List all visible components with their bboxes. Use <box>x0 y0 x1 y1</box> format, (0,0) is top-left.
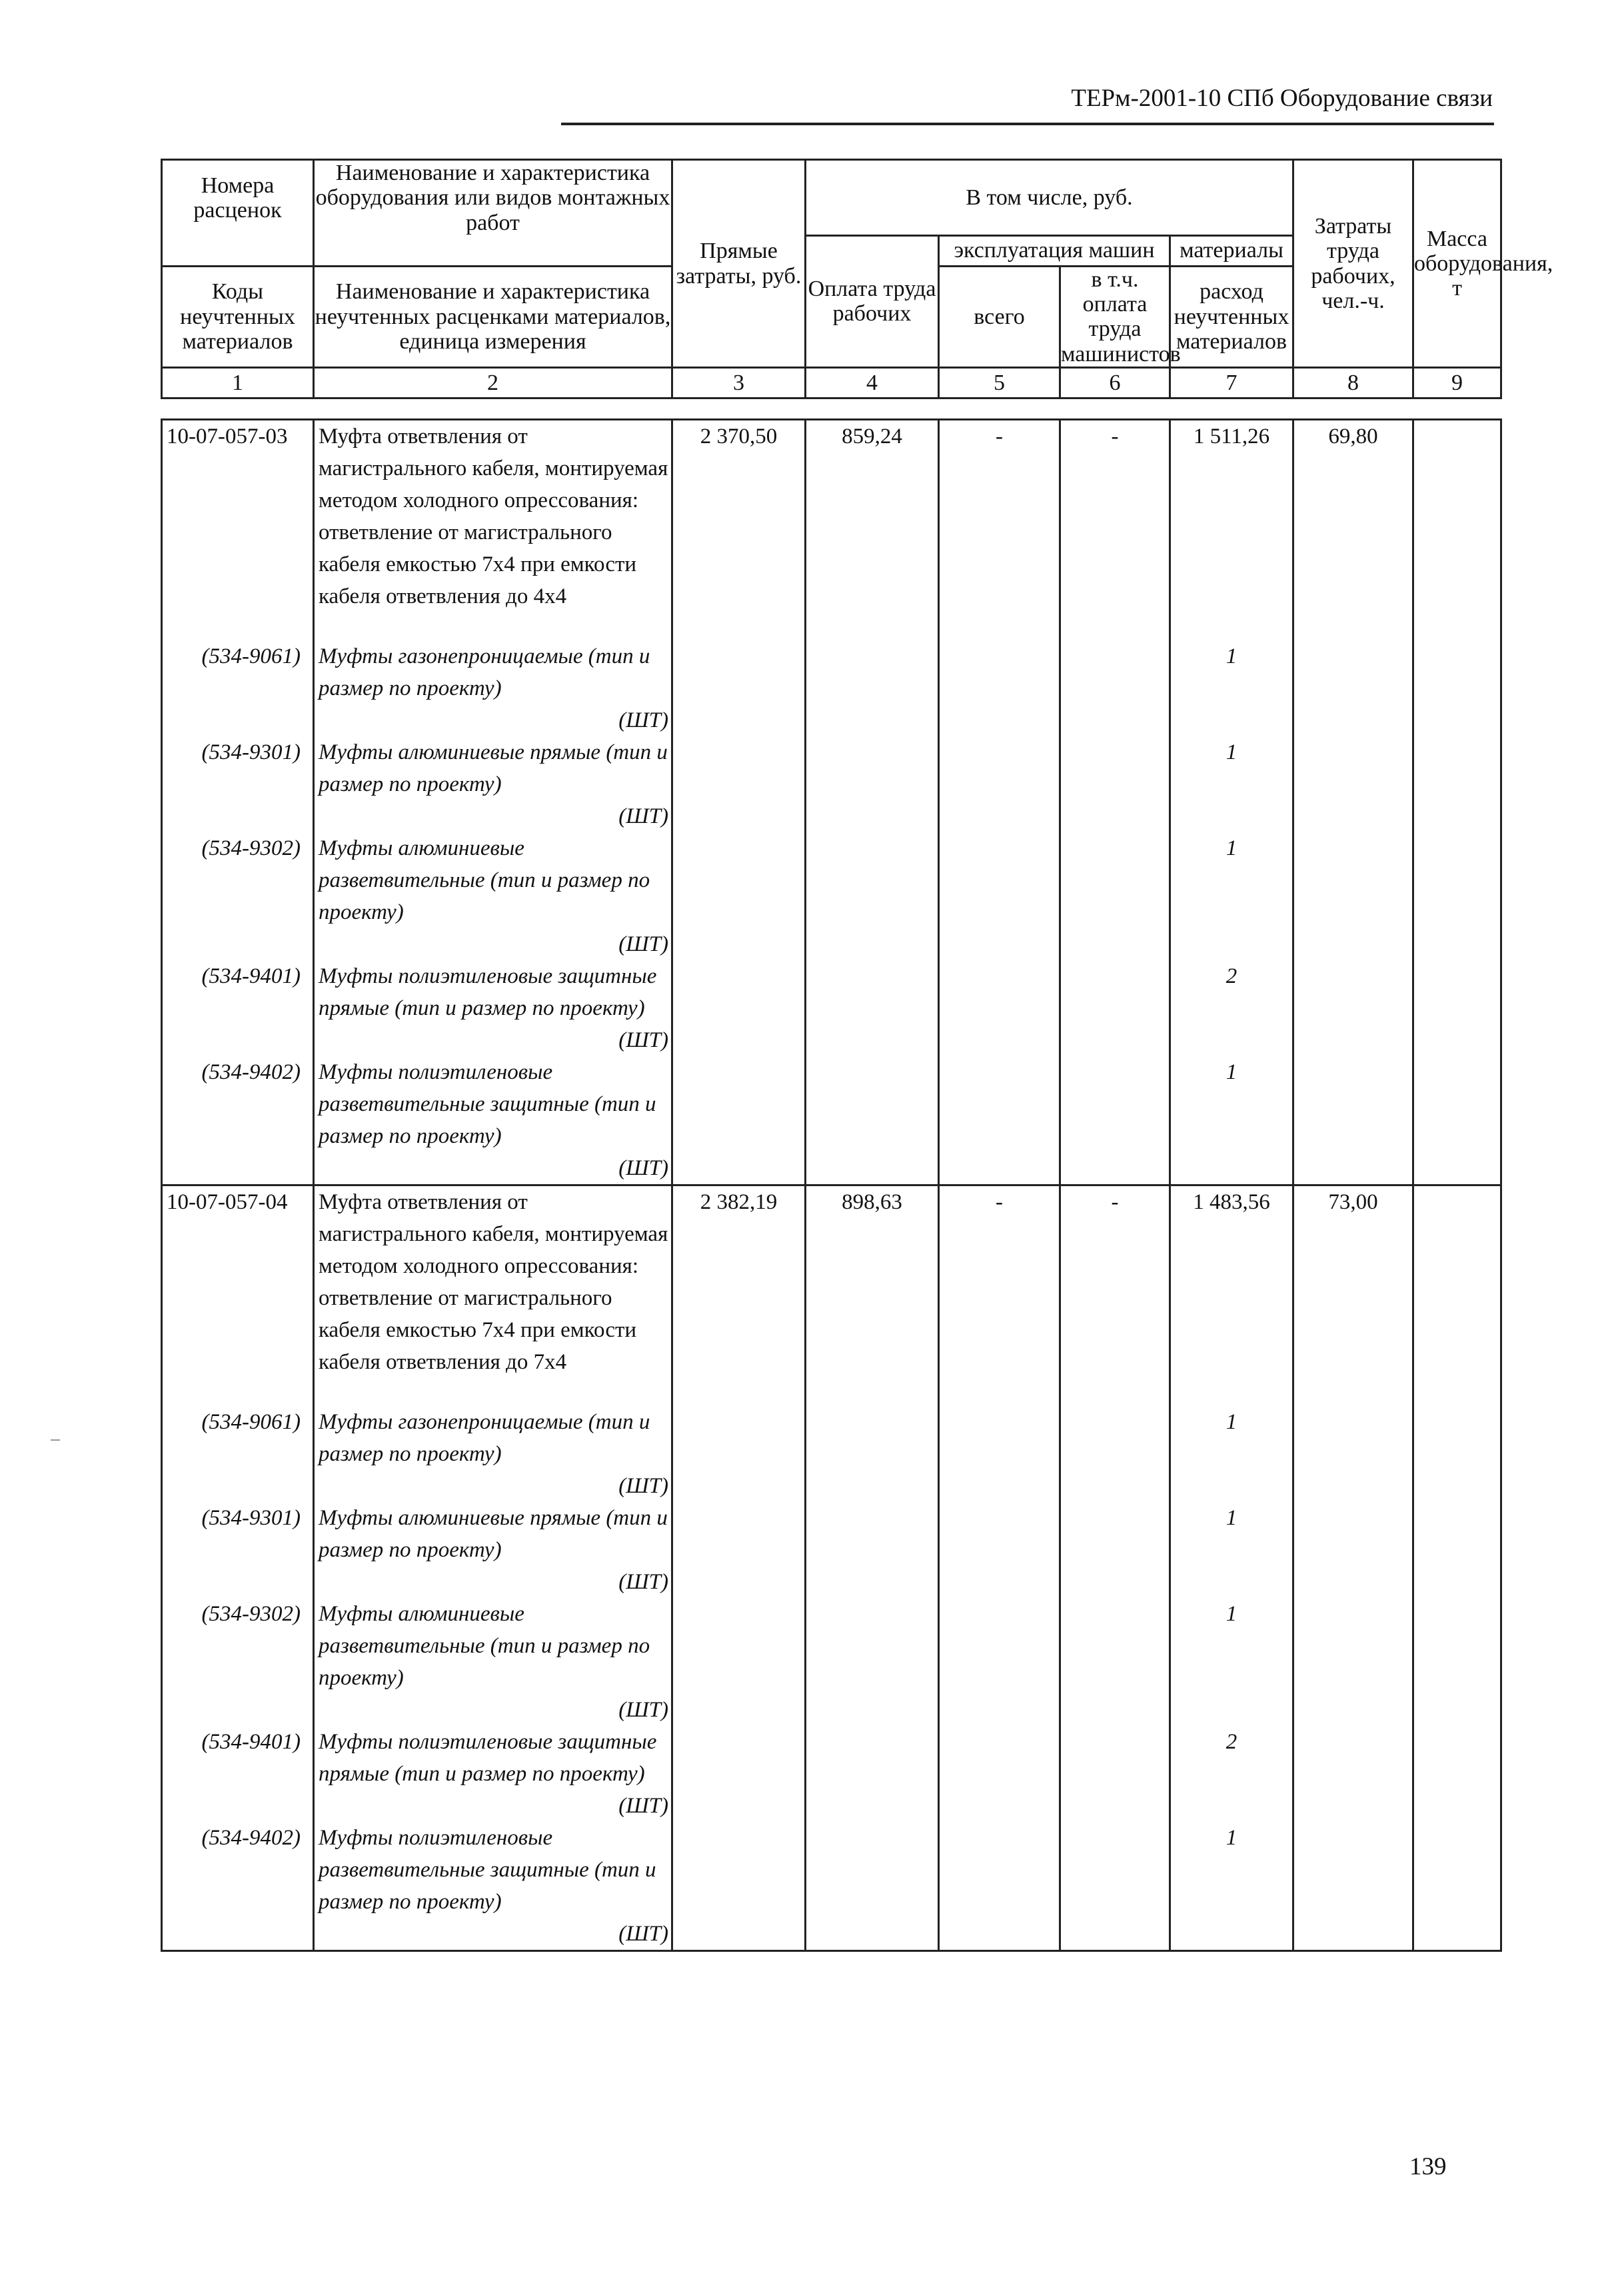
material-row <box>162 736 1501 832</box>
material-name: Муфты газонепроницаемые (тип и размер по проекту) <box>319 644 650 700</box>
material-name-cell <box>314 1598 672 1726</box>
header-number-1: 1 <box>162 368 314 398</box>
unrecorded-materials-cost: 1 511,26 <box>1170 420 1293 641</box>
material-quantity: 1 <box>1170 640 1293 736</box>
empty-cell <box>1293 1056 1413 1185</box>
empty-cell <box>672 640 806 736</box>
rate-row <box>162 420 1501 641</box>
material-row <box>162 832 1501 960</box>
empty-cell <box>1413 1822 1501 1951</box>
material-name: Муфты полиэтиленовые разветвительные защитные (тип и размер по проекту) <box>319 1060 656 1148</box>
header-number-6: 6 <box>1060 368 1170 398</box>
empty-cell <box>1413 736 1501 832</box>
material-row <box>162 1056 1501 1185</box>
header-number-7: 7 <box>1170 368 1293 398</box>
empty-cell <box>1293 960 1413 1056</box>
material-name-cell <box>314 1056 672 1185</box>
empty-cell <box>1293 1822 1413 1951</box>
material-row <box>162 1406 1501 1502</box>
header-rule <box>561 123 1494 125</box>
material-code: (534-9302) <box>162 1598 314 1726</box>
empty-cell <box>672 736 806 832</box>
empty-cell <box>672 960 806 1056</box>
empty-cell <box>1413 1406 1501 1502</box>
machinist-pay: - <box>1060 1185 1170 1407</box>
header-cell-material-names: Наименование и характеристика неучтенных расценками материалов, единица измерения <box>314 266 672 368</box>
empty-cell <box>806 1822 939 1951</box>
material-name: Муфты полиэтиленовые разветвительные защитные (тип и размер по проекту) <box>319 1826 656 1914</box>
material-code: (534-9061) <box>162 1406 314 1502</box>
material-name-cell <box>314 960 672 1056</box>
header-cell-unrecorded-materials: расход неучтенных материалов <box>1170 266 1293 368</box>
empty-cell <box>806 1056 939 1185</box>
empty-cell <box>1293 640 1413 736</box>
material-quantity: 2 <box>1170 960 1293 1056</box>
page-number: 139 <box>1409 2153 1447 2180</box>
material-row <box>162 960 1501 1056</box>
empty-cell <box>1293 736 1413 832</box>
material-name: Муфты алюминиевые прямые (тип и размер по проекту) <box>319 1506 668 1562</box>
equipment-mass <box>1413 1185 1501 1407</box>
material-name-cell <box>314 736 672 832</box>
material-row <box>162 1598 1501 1726</box>
header-cell-machinist-pay: в т.ч. оплата труда машинистов <box>1061 267 1181 367</box>
empty-cell <box>1060 1726 1170 1822</box>
empty-cell <box>1060 1056 1170 1185</box>
material-quantity: 1 <box>1170 1406 1293 1502</box>
material-name: Муфты полиэтиленовые защитные прямые (тип и размер по проекту) <box>319 1730 657 1786</box>
material-unit: (ШТ) <box>618 1156 668 1180</box>
running-header: ТЕРм-2001-10 СПб Оборудование связи <box>1071 85 1493 112</box>
rate-description: Муфта ответвления от магистрального кабеля, монтируемая методом холодного опрессования: ответвление от магистрального кабеля емкостью 7х4 при емкости кабеля ответвления до 7х4 <box>314 1185 672 1407</box>
empty-cell <box>806 1502 939 1598</box>
equipment-mass <box>1413 420 1501 641</box>
material-unit: (ШТ) <box>618 1028 668 1052</box>
material-quantity: 1 <box>1170 736 1293 832</box>
empty-cell <box>1413 832 1501 960</box>
material-name: Муфты алюминиевые разветвительные (тип и размер по проекту) <box>319 1602 650 1690</box>
empty-cell <box>939 832 1060 960</box>
material-unit: (ШТ) <box>618 1698 668 1722</box>
material-code: (534-9301) <box>162 736 314 832</box>
empty-cell <box>1293 832 1413 960</box>
empty-cell <box>1060 736 1170 832</box>
empty-cell <box>672 1726 806 1822</box>
empty-cell <box>1060 1406 1170 1502</box>
material-name: Муфты полиэтиленовые защитные прямые (тип и размер по проекту) <box>319 964 657 1020</box>
labor-hours: 73,00 <box>1293 1185 1413 1407</box>
material-code: (534-9301) <box>162 1502 314 1598</box>
labor-pay: 859,24 <box>806 420 939 641</box>
empty-cell <box>1060 832 1170 960</box>
header-number-2: 2 <box>314 368 672 398</box>
material-quantity: 2 <box>1170 1726 1293 1822</box>
empty-cell <box>1293 1726 1413 1822</box>
empty-cell <box>1413 640 1501 736</box>
header-cell-machines: эксплуатация машин <box>939 235 1170 266</box>
material-unit: (ШТ) <box>618 1474 668 1498</box>
material-row <box>162 1502 1501 1598</box>
material-code: (534-9302) <box>162 832 314 960</box>
empty-cell <box>939 1598 1060 1726</box>
header-cell-work-name: Наименование и характеристика оборудования или видов монтажных работ <box>314 160 672 236</box>
empty-cell <box>939 1406 1060 1502</box>
direct-costs: 2 370,50 <box>672 420 806 641</box>
empty-cell <box>939 736 1060 832</box>
material-quantity: 1 <box>1170 1822 1293 1951</box>
empty-cell <box>806 736 939 832</box>
empty-cell <box>806 1598 939 1726</box>
material-row <box>162 640 1501 736</box>
empty-cell <box>806 960 939 1056</box>
empty-cell <box>806 832 939 960</box>
material-unit: (ШТ) <box>618 708 668 732</box>
material-code: (534-9061) <box>162 640 314 736</box>
empty-cell <box>1293 1502 1413 1598</box>
material-quantity: 1 <box>1170 1502 1293 1598</box>
empty-cell <box>1293 1406 1413 1502</box>
rates-table <box>161 418 1502 1952</box>
scan-artifact <box>51 1439 60 1441</box>
material-quantity: 1 <box>1170 1056 1293 1185</box>
material-code: (534-9402) <box>162 1822 314 1951</box>
empty-cell <box>672 832 806 960</box>
header-cell-mass: Масса оборудования, т <box>1413 160 1501 368</box>
empty-cell <box>1060 1502 1170 1598</box>
header-cell-rate-numbers: Номера расценок <box>162 160 314 236</box>
empty-cell <box>806 1726 939 1822</box>
labor-pay: 898,63 <box>806 1185 939 1407</box>
material-name-cell <box>314 1502 672 1598</box>
material-name-cell <box>314 1406 672 1502</box>
header-cell-machines-total: всего <box>939 266 1060 368</box>
header-cell-direct-costs: Прямые затраты, руб. <box>672 160 806 368</box>
material-code: (534-9401) <box>162 1726 314 1822</box>
material-name-cell <box>314 1822 672 1951</box>
header-number-4: 4 <box>806 368 939 398</box>
labor-hours: 69,80 <box>1293 420 1413 641</box>
material-quantity: 1 <box>1170 832 1293 960</box>
empty-cell <box>1060 960 1170 1056</box>
header-number-8: 8 <box>1293 368 1413 398</box>
empty-cell <box>672 1822 806 1951</box>
machinist-pay: - <box>1060 420 1170 641</box>
column-header-detail <box>161 159 1553 399</box>
empty-cell <box>1413 1502 1501 1598</box>
header-number-3: 3 <box>672 368 806 398</box>
header-cell-labor-pay: Оплата труда рабочих <box>806 235 939 368</box>
header-number-9: 9 <box>1413 368 1501 398</box>
material-name-cell <box>314 1726 672 1822</box>
header-number-5: 5 <box>939 368 1060 398</box>
empty-cell <box>939 1822 1060 1951</box>
empty-cell <box>939 960 1060 1056</box>
empty-cell <box>939 1502 1060 1598</box>
empty-cell <box>1060 1598 1170 1726</box>
rate-row <box>162 1185 1501 1407</box>
empty-cell <box>672 1598 806 1726</box>
empty-cell <box>939 1726 1060 1822</box>
material-code: (534-9401) <box>162 960 314 1056</box>
empty-cell <box>1293 1598 1413 1726</box>
empty-cell <box>1413 1056 1501 1185</box>
header-cell-work-name-cont <box>314 235 672 266</box>
material-unit: (ШТ) <box>618 804 668 828</box>
empty-cell <box>806 640 939 736</box>
empty-cell <box>672 1056 806 1185</box>
empty-cell <box>1060 640 1170 736</box>
empty-cell <box>1413 960 1501 1056</box>
rate-description: Муфта ответвления от магистрального кабеля, монтируемая методом холодного опрессования: ответвление от магистрального кабеля емкостью 7х4 при емкости кабеля ответвления до 4х4 <box>314 420 672 641</box>
empty-cell <box>939 640 1060 736</box>
material-unit: (ШТ) <box>618 1794 668 1818</box>
material-unit: (ШТ) <box>618 1570 668 1594</box>
material-row <box>162 1726 1501 1822</box>
material-quantity: 1 <box>1170 1598 1293 1726</box>
material-row <box>162 1822 1501 1951</box>
header-cell-rate-numbers-cont <box>162 235 314 266</box>
empty-cell <box>672 1502 806 1598</box>
empty-cell <box>806 1406 939 1502</box>
material-unit: (ШТ) <box>618 932 668 956</box>
rate-code: 10-07-057-04 <box>162 1185 314 1407</box>
empty-cell <box>1413 1598 1501 1726</box>
material-name: Муфты алюминиевые прямые (тип и размер по проекту) <box>319 740 668 796</box>
material-name-cell <box>314 640 672 736</box>
material-name: Муфты газонепроницаемые (тип и размер по проекту) <box>319 1410 650 1466</box>
material-code: (534-9402) <box>162 1056 314 1185</box>
empty-cell <box>672 1406 806 1502</box>
empty-cell <box>939 1056 1060 1185</box>
machines-total: - <box>939 1185 1060 1407</box>
unrecorded-materials-cost: 1 483,56 <box>1170 1185 1293 1407</box>
header-cell-materials: материалы <box>1170 235 1293 266</box>
machines-total: - <box>939 420 1060 641</box>
empty-cell <box>1060 1822 1170 1951</box>
empty-cell <box>1413 1726 1501 1822</box>
direct-costs: 2 382,19 <box>672 1185 806 1407</box>
header-cell-labor-hours: Затраты труда рабочих, чел.-ч. <box>1293 160 1413 368</box>
material-unit: (ШТ) <box>618 1922 668 1946</box>
rate-code: 10-07-057-03 <box>162 420 314 641</box>
material-name-cell <box>314 832 672 960</box>
material-name: Муфты алюминиевые разветвительные (тип и размер по проекту) <box>319 836 650 924</box>
header-cell-incl-group: В том числе, руб. <box>806 160 1293 236</box>
header-cell-material-codes: Коды неучтенных материалов <box>162 266 314 368</box>
